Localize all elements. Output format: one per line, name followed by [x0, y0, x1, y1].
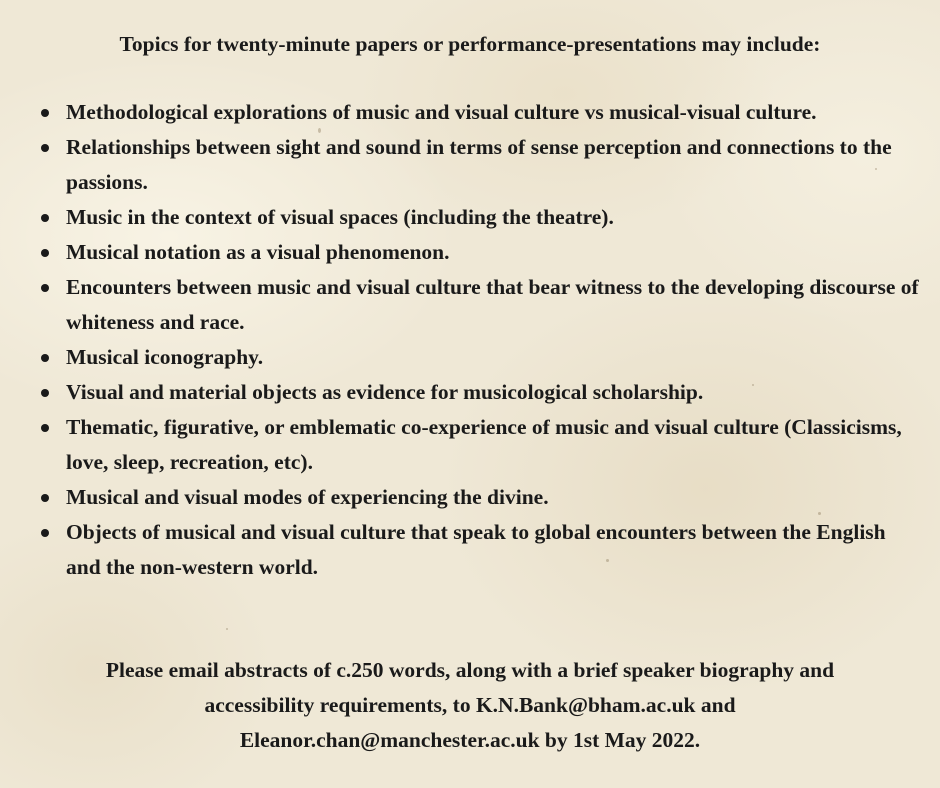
topic-text: Visual and material objects as evidence for musicological scholarship.	[66, 380, 704, 404]
topic-item	[32, 200, 922, 235]
topic-text: Methodological explorations of music and visual culture vs musical-visual culture.	[66, 100, 817, 124]
topic-item	[32, 480, 922, 515]
paper-speck	[226, 628, 228, 630]
topic-text: Musical notation as a visual phenomenon.	[66, 240, 450, 264]
bullet-icon	[41, 144, 49, 152]
bullet-icon	[41, 109, 49, 117]
topic-item	[32, 130, 922, 200]
bullet-icon	[41, 249, 49, 257]
topic-item	[32, 375, 922, 410]
topic-item	[32, 410, 922, 480]
bullet-icon	[41, 354, 49, 362]
topic-item	[32, 270, 922, 340]
topics-heading: Topics for twenty-minute papers or performance-presentations may include:	[119, 32, 821, 56]
topic-text: Objects of musical and visual culture that speak to global encounters between the English and the non-western world.	[66, 520, 886, 579]
topic-text: Musical and visual modes of experiencing the divine.	[66, 485, 549, 509]
topic-text: Encounters between music and visual culture that bear witness to the developing discourse of whiteness and race.	[66, 275, 919, 334]
bullet-icon	[41, 424, 49, 432]
topic-item	[32, 340, 922, 375]
topic-item	[32, 235, 922, 270]
topic-text: Thematic, figurative, or emblematic co-experience of music and visual culture (Classicisms, love, sleep, recreation, etc).	[66, 415, 902, 474]
topic-item	[32, 515, 922, 585]
bullet-icon	[41, 494, 49, 502]
topic-item	[32, 95, 922, 130]
bullet-icon	[41, 284, 49, 292]
bullet-icon	[41, 214, 49, 222]
topic-text: Musical iconography.	[66, 345, 264, 369]
topics-list	[32, 95, 922, 585]
instructions-line: Eleanor.chan@manchester.ac.uk by 1st May 2022.	[239, 728, 701, 752]
instructions-line: Please email abstracts of c.250 words, along with a brief speaker biography and	[105, 658, 835, 682]
instructions-line: accessibility requirements, to K.N.Bank@bham.ac.uk and	[204, 693, 736, 717]
submission-instructions	[20, 653, 920, 758]
topic-text: Relationships between sight and sound in terms of sense perception and connections to the passions.	[66, 135, 892, 194]
bullet-icon	[41, 529, 49, 537]
bullet-icon	[41, 389, 49, 397]
topic-text: Music in the context of visual spaces (including the theatre).	[66, 205, 614, 229]
